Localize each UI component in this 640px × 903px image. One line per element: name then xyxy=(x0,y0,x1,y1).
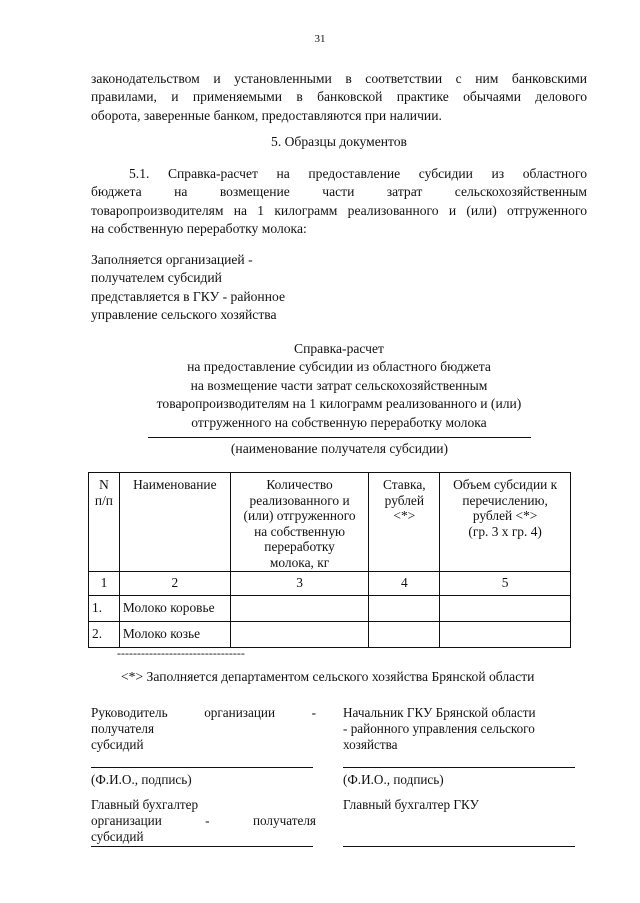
form-title-line: отгруженного на собственную переработку молока xyxy=(191,414,487,430)
signature-line-right xyxy=(343,767,575,768)
recipient-name-line xyxy=(148,437,531,438)
table-row xyxy=(89,621,571,647)
signature-text-line: Руководитель организации - xyxy=(91,705,316,720)
signature-text-line: Начальник ГКУ Брянской области xyxy=(343,705,536,720)
item-5-1-paragraph xyxy=(91,165,587,239)
fio-caption-left: (Ф.И.О., подпись) xyxy=(91,772,192,787)
accountant-line-left xyxy=(91,846,313,847)
column-number-cell: 2 xyxy=(119,571,230,595)
fill-note-line: Заполняется организацией - xyxy=(91,252,253,267)
fill-note-line: получателем субсидий xyxy=(91,270,222,286)
column-number-cell: 5 xyxy=(440,571,571,595)
table-cell xyxy=(230,595,369,621)
header-cell-subsidy-amount: Объем субсидии к перечислению, рублей <*> (гр. 3 x гр. 4) xyxy=(440,473,571,572)
form-title-line: товаропроизводителям на 1 килограмм реализованного и (или) xyxy=(156,396,522,412)
header-cell-quantity: Количество реализованного и (или) отгруженного на собственную переработку молока, кг xyxy=(230,473,369,572)
intro-line: оборота, заверенные банком, предоставляются при наличии. xyxy=(91,107,442,123)
accountant-line-right xyxy=(343,846,575,847)
form-title-line: Справка-расчет xyxy=(294,341,384,356)
table-cell xyxy=(440,621,571,647)
table-column-number-row xyxy=(89,571,571,595)
signature-right-head xyxy=(343,705,578,753)
signature-text-line: субсидий xyxy=(91,737,144,752)
signature-text-line: - районного управления сельского xyxy=(343,721,535,736)
fio-caption-right: (Ф.И.О., подпись) xyxy=(343,772,444,787)
item-line: бюджета на возмещение части затрат сельскохозяйственным xyxy=(91,184,587,200)
subsidy-table xyxy=(88,472,571,648)
table-cell xyxy=(369,595,440,621)
table-cell: Молоко козье xyxy=(119,621,230,647)
page-number: 31 xyxy=(314,33,326,45)
column-number-cell: 4 xyxy=(369,571,440,595)
item-line: товаропроизводителям на 1 килограмм реализованного и (или) отгруженного xyxy=(91,202,587,218)
signature-left-head xyxy=(91,705,316,753)
fill-note xyxy=(91,251,351,325)
column-number-cell: 3 xyxy=(230,571,369,595)
header-cell-number: N п/п xyxy=(89,473,120,572)
footnote-separator: -------------------------------- xyxy=(117,646,245,660)
signature-line-left xyxy=(91,767,313,768)
table-cell xyxy=(230,621,369,647)
signature-text-line: получателя xyxy=(91,721,155,736)
table-cell xyxy=(369,621,440,647)
header-cell-name: Наименование xyxy=(119,473,230,572)
signature-text-line: Главный бухгалтер xyxy=(91,797,199,812)
section-heading: 5. Образцы документов xyxy=(271,134,407,149)
signature-text-line: организации - получателя xyxy=(91,813,316,828)
table-cell xyxy=(440,595,571,621)
table-cell: 1. xyxy=(89,595,120,621)
intro-line: законодательством и установленными в соответствии с ним банковскими xyxy=(91,71,587,86)
signature-left-accountant xyxy=(91,797,316,845)
signature-text-line: хозяйства xyxy=(343,737,398,752)
table-cell: Молоко коровье xyxy=(119,595,230,621)
fill-note-line: управление сельского хозяйства xyxy=(91,307,277,323)
fill-note-line: представляется в ГКУ - районное xyxy=(91,288,285,304)
signature-right-accountant: Главный бухгалтер ГКУ xyxy=(343,797,479,812)
intro-line: правилами, и применяемыми в банковской практике обычаями делового xyxy=(91,89,587,105)
form-title xyxy=(91,340,587,432)
table-cell: 2. xyxy=(89,621,120,647)
form-title-line: на возмещение части затрат сельскохозяйственным xyxy=(190,377,488,393)
footnote: <*> Заполняется департаментом сельского хозяйства Брянской области xyxy=(121,669,535,684)
column-number-cell: 1 xyxy=(89,571,120,595)
item-line: 5.1. Справка-расчет на предоставление субсидии из областного xyxy=(129,166,587,181)
intro-paragraph xyxy=(91,70,587,125)
signature-text-line: субсидий xyxy=(91,829,144,844)
header-cell-rate: Ставка, рублей <*> xyxy=(369,473,440,572)
table-header-row xyxy=(89,473,571,572)
form-title-line: на предоставление субсидии из областного бюджета xyxy=(187,359,491,375)
table-row xyxy=(89,595,571,621)
recipient-caption: (наименование получателя субсидии) xyxy=(230,441,449,456)
item-line: на собственную переработку молока: xyxy=(91,221,307,237)
